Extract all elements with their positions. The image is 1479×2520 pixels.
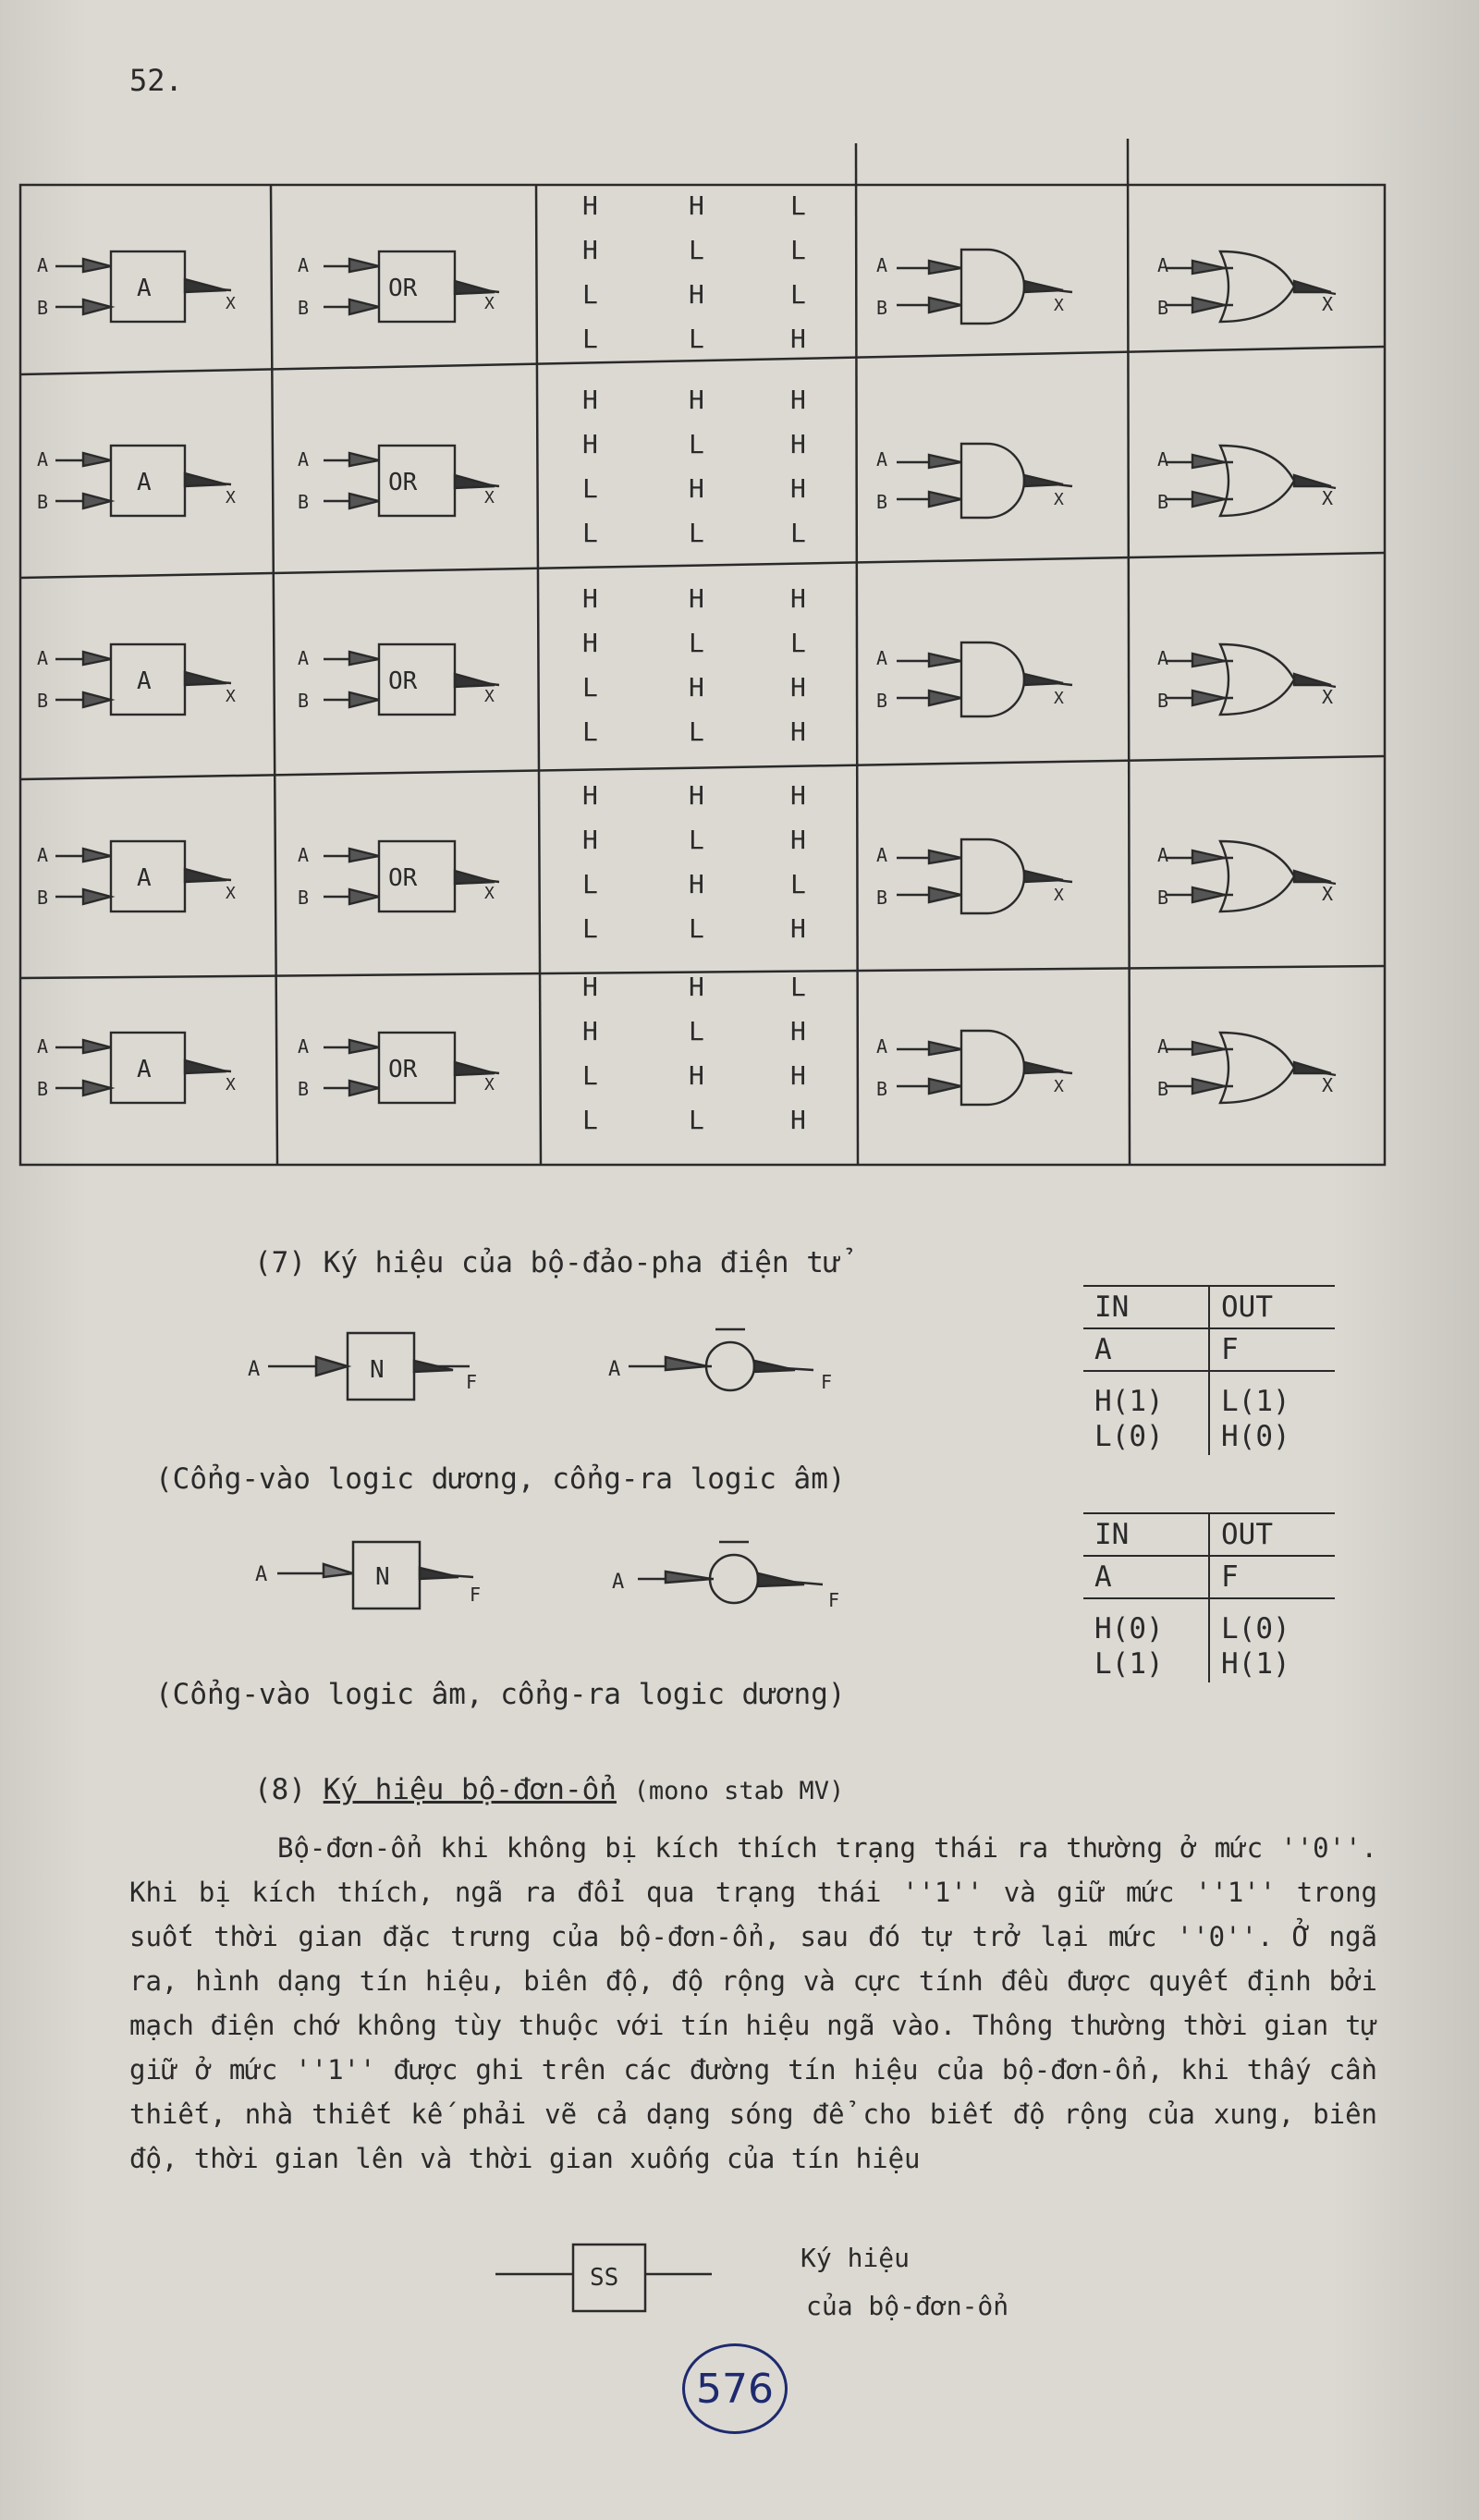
- output-arrow: [455, 281, 495, 294]
- input-arrow: [83, 259, 111, 272]
- output-arrow: [455, 871, 495, 884]
- input-arrow: [349, 494, 379, 508]
- input-a-label: A: [37, 254, 49, 276]
- tt1-header-in: IN: [1083, 1286, 1209, 1328]
- truth-value: H: [689, 1060, 704, 1091]
- truth-value: H: [582, 385, 598, 415]
- input-arrow: [83, 652, 111, 665]
- truth-value: H: [790, 583, 806, 614]
- input-a-label: A: [37, 647, 49, 669]
- truth-value: L: [790, 235, 806, 265]
- and-box-label: A: [137, 864, 152, 892]
- or-box-label: OR: [388, 1056, 418, 1083]
- and-box-label: A: [137, 667, 152, 695]
- input-arrow: [83, 692, 111, 707]
- tt1-header-out: OUT: [1221, 1291, 1273, 1324]
- section8-heading-num: (8): [254, 1773, 306, 1806]
- or-gate-shape: [1220, 1033, 1294, 1103]
- inverter-truth-table-1: [1083, 1285, 1335, 1455]
- input-b-label: B: [1157, 491, 1169, 513]
- input-a-label: A: [1157, 254, 1169, 276]
- truth-value: H: [689, 190, 704, 221]
- input-b-label: B: [37, 690, 49, 712]
- and-gate-shape: [961, 839, 1024, 913]
- and-gate-shape: [961, 1031, 1024, 1105]
- input-arrow: [349, 889, 379, 904]
- monostable-caption-1: Ký hiệu: [801, 2243, 911, 2273]
- truth-value: H: [689, 279, 704, 310]
- section7-caption1: (Cổng-vào logic dương, cổng-ra logic âm): [155, 1462, 846, 1496]
- input-b-label: B: [298, 1078, 310, 1100]
- or-gate-shape: [1220, 841, 1294, 911]
- input-a-label: A: [876, 844, 888, 866]
- or-box-label: OR: [388, 667, 418, 695]
- input-b-label: B: [298, 491, 310, 513]
- truth-value: L: [790, 190, 806, 221]
- input-b-label: B: [876, 1078, 888, 1100]
- input-b-label: B: [298, 297, 310, 319]
- input-b-label: B: [298, 690, 310, 712]
- input-a-label: A: [876, 448, 888, 471]
- input-b-label: B: [1157, 297, 1169, 319]
- input-arrow: [929, 691, 961, 705]
- input-a-label: A: [1157, 647, 1169, 669]
- inverter2-input-label: A: [608, 1358, 621, 1381]
- input-b-label: B: [37, 1078, 49, 1100]
- truth-value: L: [689, 324, 704, 354]
- input-b-label: B: [876, 690, 888, 712]
- truth-value: L: [790, 972, 806, 1002]
- input-arrow: [83, 494, 111, 508]
- truth-value: H: [582, 429, 598, 459]
- input-b-label: B: [876, 297, 888, 319]
- output-arrow: [1024, 674, 1063, 685]
- inverter2-output-label: F: [821, 1371, 833, 1393]
- truth-value: H: [790, 1105, 806, 1135]
- input-arrow: [929, 654, 961, 667]
- input-arrow: [83, 889, 111, 904]
- inverter4-output-label: F: [828, 1589, 840, 1611]
- truth-value: L: [790, 279, 806, 310]
- input-arrow: [1192, 654, 1225, 667]
- input-arrow: [349, 692, 379, 707]
- output-x-label: X: [484, 294, 495, 313]
- input-arrow: [349, 453, 379, 466]
- output-x-label: X: [484, 1075, 495, 1095]
- truth-value: L: [790, 869, 806, 899]
- input-arrow: [83, 849, 111, 862]
- and-box-label: A: [137, 469, 152, 496]
- truth-value: H: [689, 869, 704, 899]
- input-a-label: A: [876, 1035, 888, 1058]
- and-box-label: A: [137, 1056, 152, 1083]
- tt2-cell: L(1): [1083, 1645, 1209, 1682]
- output-x-label: X: [1322, 487, 1334, 509]
- tt1-cell: H(0): [1221, 1420, 1290, 1453]
- or-box-label: OR: [388, 469, 418, 496]
- output-x-label: X: [1054, 886, 1064, 905]
- input-arrow: [349, 1081, 379, 1095]
- truth-value: H: [790, 385, 806, 415]
- input-arrow: [349, 1040, 379, 1053]
- output-x-label: X: [484, 884, 495, 903]
- or-box-label: OR: [388, 275, 418, 302]
- monostable-caption-2: của bộ-đơn-ổn: [806, 2291, 1009, 2321]
- truth-value: L: [689, 1105, 704, 1135]
- input-a-label: A: [876, 254, 888, 276]
- input-arrow: [83, 1081, 111, 1095]
- truth-value: H: [790, 473, 806, 504]
- input-a-label: A: [298, 1035, 310, 1058]
- truth-value: L: [689, 825, 704, 855]
- output-x-label: X: [226, 884, 236, 903]
- truth-value: H: [582, 235, 598, 265]
- tt2-header-in: IN: [1083, 1513, 1209, 1556]
- output-arrow: [1294, 871, 1331, 882]
- truth-value: L: [582, 672, 598, 703]
- truth-value: L: [582, 869, 598, 899]
- input-arrow: [83, 453, 111, 466]
- input-arrow: [1192, 691, 1225, 705]
- inverter3-input-label: A: [255, 1563, 268, 1586]
- truth-value: H: [790, 1016, 806, 1046]
- section8-paragraph-text: Bộ-đơn-ổn khi không bị kích thích trạng thái ra thường ở mức ''0''. Khi bị kích thích, ngã ra đổi qua trạng thái ''1'' và giữ mức ''1'' trong suốt thời gian đặc trưng của bộ-đơn-ổn, sau đó tự trở lại mức ''0''. Ở ngã ra, hình dạng tín hiệu, biên độ, độ rộng và cực tính đều được quyết định bởi mạch điện chớ không tùy thuộc với tín hiệu ngã vào. Thông thường thời gian tự giữ ở mức ''1'' được ghi trên các đường tín hiệu của bộ-đơn-ổn, khi thấy cần thiết, nhà thiết kế phải vẽ cả dạng sóng để cho biết độ rộng của xung, biên độ, thời gian lên và thời gian xuống của tín hiệu: [129, 1832, 1377, 2174]
- inverter1-input-label: A: [248, 1358, 261, 1381]
- tt1-cell: L(0): [1083, 1418, 1209, 1455]
- input-arrow: [929, 887, 961, 902]
- truth-value: L: [689, 518, 704, 548]
- input-a-label: A: [37, 448, 49, 471]
- inverter1-output-label: F: [466, 1371, 478, 1393]
- section7-heading: (7) Ký hiệu của bộ-đảo-pha điện tử: [254, 1246, 841, 1279]
- input-b-label: B: [37, 887, 49, 909]
- truth-value: L: [582, 1105, 598, 1135]
- tt2-sub-a: A: [1083, 1556, 1209, 1598]
- output-x-label: X: [1054, 1077, 1064, 1096]
- truth-value: H: [582, 628, 598, 658]
- page-number: 52.: [129, 63, 183, 98]
- section8-paragraph: [129, 1826, 1377, 2181]
- truth-value: L: [582, 518, 598, 548]
- output-arrow: [455, 475, 495, 488]
- input-arrow: [83, 1040, 111, 1053]
- output-x-label: X: [1054, 296, 1064, 315]
- input-a-label: A: [298, 254, 310, 276]
- input-arrow: [929, 261, 961, 274]
- input-arrow: [929, 298, 961, 312]
- input-b-label: B: [1157, 1078, 1169, 1100]
- input-a-label: A: [876, 647, 888, 669]
- output-arrow: [185, 473, 226, 486]
- tt2-header-out: OUT: [1221, 1518, 1273, 1551]
- and-gate-shape: [961, 444, 1024, 518]
- or-box-label: OR: [388, 864, 418, 892]
- truth-value: L: [582, 324, 598, 354]
- section7-caption2: (Cổng-vào logic âm, cổng-ra logic dương): [155, 1678, 846, 1711]
- section8-heading-extra: (mono stab MV): [633, 1777, 845, 1805]
- truth-value: L: [582, 279, 598, 310]
- inverter-truth-table-2: [1083, 1512, 1335, 1682]
- inverter1-label: N: [370, 1356, 385, 1384]
- truth-value: H: [582, 583, 598, 614]
- input-a-label: A: [1157, 1035, 1169, 1058]
- output-arrow: [1024, 871, 1063, 882]
- section8-heading-title: Ký hiệu bộ-đơn-ổn: [323, 1773, 617, 1806]
- tt1-sub-a: A: [1083, 1328, 1209, 1371]
- truth-value: H: [582, 190, 598, 221]
- output-arrow: [1294, 674, 1331, 685]
- input-a-label: A: [298, 844, 310, 866]
- truth-value: L: [582, 473, 598, 504]
- output-arrow: [185, 279, 226, 292]
- monostable-symbol: [490, 2237, 767, 2339]
- truth-value: H: [582, 825, 598, 855]
- truth-value: H: [790, 780, 806, 811]
- output-arrow: [1024, 281, 1063, 292]
- input-arrow: [929, 850, 961, 863]
- truth-value: L: [582, 913, 598, 944]
- input-arrow: [1192, 1042, 1225, 1055]
- input-a-label: A: [1157, 448, 1169, 471]
- input-arrow: [1192, 1079, 1225, 1094]
- truth-value: H: [582, 1016, 598, 1046]
- output-x-label: X: [484, 687, 495, 706]
- output-arrow: [455, 1062, 495, 1075]
- input-arrow: [83, 300, 111, 314]
- output-x-label: X: [1322, 293, 1334, 315]
- gate-table: [0, 0, 1479, 1202]
- input-arrow: [1192, 261, 1225, 274]
- output-arrow: [1024, 1062, 1063, 1073]
- input-b-label: B: [1157, 887, 1169, 909]
- output-x-label: X: [226, 294, 236, 313]
- output-arrow: [1294, 281, 1331, 292]
- input-a-label: A: [1157, 844, 1169, 866]
- input-b-label: B: [876, 491, 888, 513]
- and-gate-shape: [961, 250, 1024, 324]
- input-b-label: B: [37, 491, 49, 513]
- output-x-label: X: [226, 488, 236, 508]
- input-arrow: [349, 849, 379, 862]
- input-a-label: A: [298, 448, 310, 471]
- output-arrow: [185, 1060, 226, 1073]
- output-arrow: [1294, 1062, 1331, 1073]
- output-x-label: X: [1322, 1074, 1334, 1096]
- input-arrow: [929, 1079, 961, 1094]
- handwritten-page-number: 576: [682, 2343, 788, 2434]
- truth-value: H: [790, 324, 806, 354]
- output-x-label: X: [226, 687, 236, 706]
- tt1-cell: H(1): [1083, 1371, 1209, 1418]
- and-box-label: A: [137, 275, 152, 302]
- input-b-label: B: [298, 887, 310, 909]
- truth-value: H: [790, 429, 806, 459]
- tt2-cell: L(0): [1221, 1612, 1290, 1645]
- truth-value: H: [689, 385, 704, 415]
- monostable-label: SS: [590, 2264, 619, 2292]
- truth-value: L: [790, 628, 806, 658]
- truth-value: L: [582, 716, 598, 747]
- truth-value: H: [790, 825, 806, 855]
- input-arrow: [1192, 298, 1225, 312]
- output-x-label: X: [484, 488, 495, 508]
- truth-value: H: [689, 780, 704, 811]
- inverter4-input-label: A: [612, 1571, 625, 1594]
- tt2-sub-f: F: [1221, 1560, 1239, 1594]
- truth-value: H: [689, 672, 704, 703]
- input-a-label: A: [37, 1035, 49, 1058]
- inverter3-label: N: [375, 1563, 390, 1591]
- input-arrow: [929, 455, 961, 468]
- and-gate-shape: [961, 642, 1024, 716]
- truth-value: H: [689, 583, 704, 614]
- or-gate-shape: [1220, 446, 1294, 516]
- input-b-label: B: [37, 297, 49, 319]
- output-arrow: [185, 672, 226, 685]
- tt1-sub-f: F: [1221, 1333, 1239, 1366]
- or-gate-shape: [1220, 644, 1294, 715]
- truth-value: H: [689, 972, 704, 1002]
- inverter3-output-label: F: [470, 1584, 482, 1606]
- input-b-label: B: [1157, 690, 1169, 712]
- truth-value: L: [689, 913, 704, 944]
- output-arrow: [455, 674, 495, 687]
- input-a-label: A: [298, 647, 310, 669]
- tt1-cell: L(1): [1221, 1385, 1290, 1418]
- output-arrow: [185, 869, 226, 882]
- input-arrow: [349, 652, 379, 665]
- truth-value: H: [582, 972, 598, 1002]
- input-b-label: B: [876, 887, 888, 909]
- section8-heading: [254, 1773, 844, 1806]
- output-arrow: [1294, 475, 1331, 486]
- output-x-label: X: [1322, 883, 1334, 905]
- output-x-label: X: [1054, 490, 1064, 509]
- truth-value: L: [689, 628, 704, 658]
- truth-value: H: [790, 913, 806, 944]
- truth-value: H: [689, 473, 704, 504]
- output-x-label: X: [1322, 686, 1334, 708]
- tt2-cell: H(1): [1221, 1647, 1290, 1681]
- truth-value: H: [582, 780, 598, 811]
- input-arrow: [349, 259, 379, 272]
- output-x-label: X: [1054, 689, 1064, 708]
- truth-value: L: [689, 716, 704, 747]
- input-a-label: A: [37, 844, 49, 866]
- output-arrow: [1024, 475, 1063, 486]
- truth-value: H: [790, 1060, 806, 1091]
- tt2-cell: H(0): [1083, 1598, 1209, 1645]
- or-gate-shape: [1220, 251, 1294, 322]
- output-x-label: X: [226, 1075, 236, 1095]
- truth-value: L: [689, 235, 704, 265]
- input-arrow: [1192, 887, 1225, 902]
- truth-value: H: [790, 716, 806, 747]
- input-arrow: [1192, 492, 1225, 507]
- truth-value: L: [582, 1060, 598, 1091]
- input-arrow: [929, 1042, 961, 1055]
- input-arrow: [1192, 850, 1225, 863]
- input-arrow: [349, 300, 379, 314]
- input-arrow: [1192, 455, 1225, 468]
- truth-value: L: [689, 1016, 704, 1046]
- truth-value: H: [790, 672, 806, 703]
- truth-value: L: [689, 429, 704, 459]
- truth-value: L: [790, 518, 806, 548]
- input-arrow: [929, 492, 961, 507]
